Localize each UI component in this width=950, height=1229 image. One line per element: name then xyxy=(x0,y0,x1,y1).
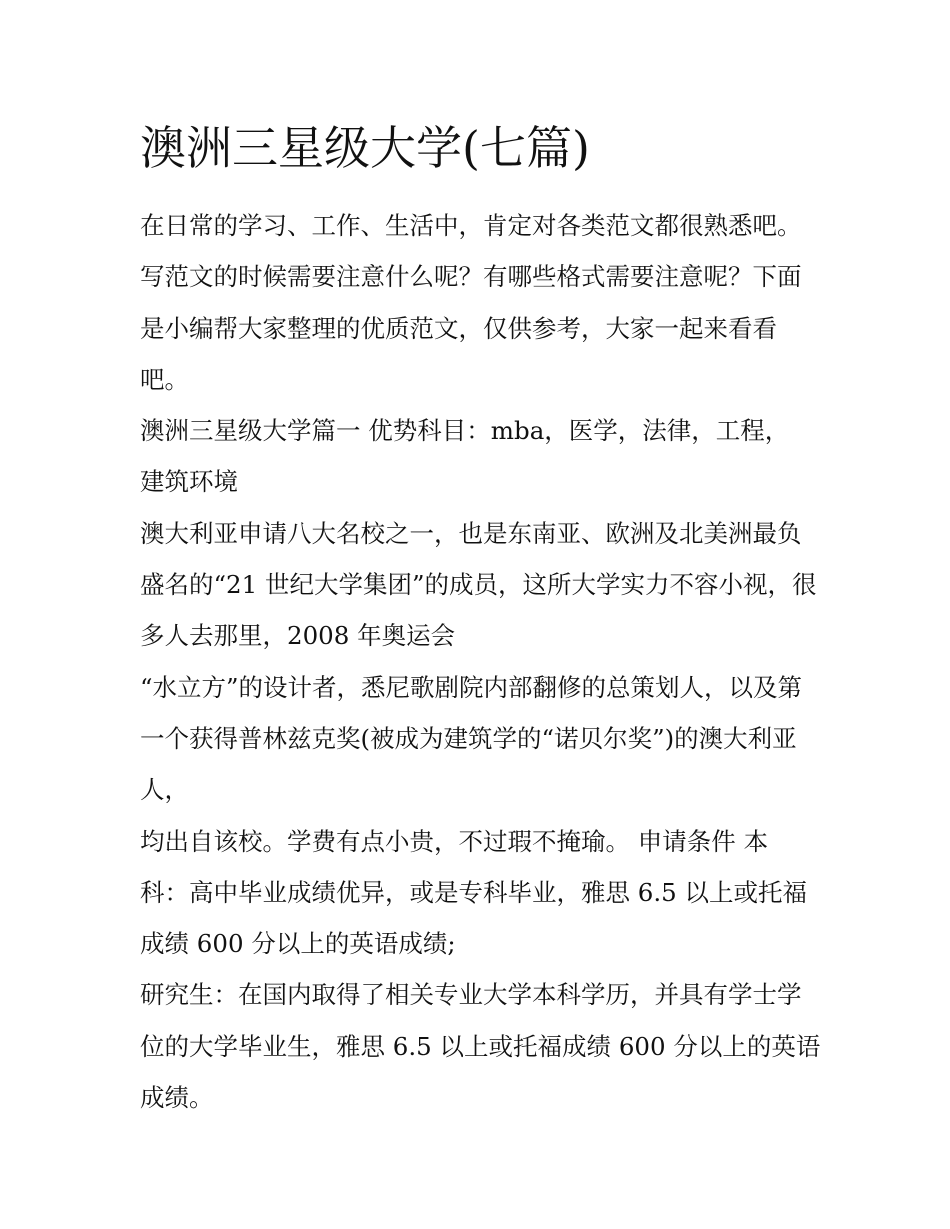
text-line: 成绩。 xyxy=(140,1083,214,1113)
text-line: 在日常的学习、工作、生活中，肯定对各类范文都很熟悉吧。 xyxy=(140,211,802,240)
text-line: 成绩 600 分以上的英语成绩; xyxy=(140,929,456,959)
text-line: 多人去那里，2008 年奥运会 xyxy=(140,621,456,651)
document-title: 澳洲三星级大学(七篇) xyxy=(140,121,590,175)
text-line: 一个获得普林兹克奖(被成为建筑学的“诺贝尔奖”)的澳大利亚 xyxy=(140,723,797,753)
text-line: 澳洲三星级大学篇一 优势科目：mba，医学，法律，工程， xyxy=(140,416,790,446)
text-line: 澳大利亚申请八大名校之一，也是东南亚、欧洲及北美洲最负 xyxy=(140,518,802,548)
text-line: 科：高中毕业成绩优异，或是专科毕业，雅思 6.5 以上或托福 xyxy=(140,877,808,907)
text-line: 人， xyxy=(140,775,189,805)
text-line: 是小编帮大家整理的优质范文，仅供参考，大家一起来看看 xyxy=(140,313,777,343)
text-line: 盛名的“21 世纪大学集团”的成员，这所大学实力不容小视，很 xyxy=(140,570,817,600)
text-line: 均出自该校。学费有点小贵，不过瑕不掩瑜。 申请条件 本 xyxy=(140,826,769,856)
text-line: 建筑环境 xyxy=(140,467,238,497)
text-line: 研究生：在国内取得了相关专业大学本科学历，并具有学士学 xyxy=(140,980,802,1010)
text-line: 位的大学毕业生，雅思 6.5 以上或托福成绩 600 分以上的英语 xyxy=(140,1031,821,1061)
document-body xyxy=(140,200,830,1123)
text-line: “水立方”的设计者，悉尼歌剧院内部翻修的总策划人，以及第 xyxy=(140,672,803,702)
text-line: 吧。 xyxy=(140,364,189,394)
text-line: 写范文的时候需要注意什么呢？有哪些格式需要注意呢？下面 xyxy=(140,262,802,292)
